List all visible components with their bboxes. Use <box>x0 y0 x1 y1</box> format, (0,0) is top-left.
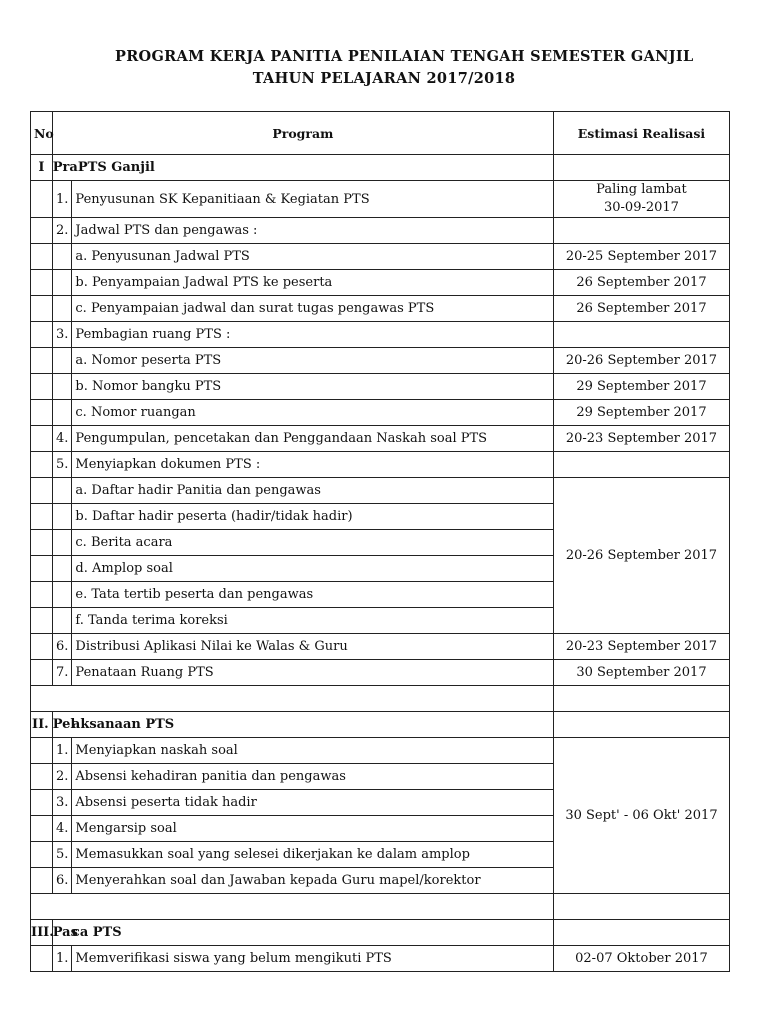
program-text: Penyusunan SK Kepanitiaan & Kegiatan PTS <box>72 181 554 218</box>
table-row <box>31 634 730 660</box>
section-title: PTS Ganjil <box>72 155 554 181</box>
program-text: Pembagian ruang PTS : <box>72 322 554 348</box>
estimate-line-1: Paling lambat <box>596 182 687 197</box>
row-number: 3. <box>52 790 72 816</box>
program-text: e. Tata tertib peserta dan pengawas <box>72 582 554 608</box>
section-row <box>31 712 730 738</box>
estimate-cell: 20-26 September 2017 <box>553 478 729 634</box>
program-table <box>30 111 730 972</box>
empty-row <box>31 894 730 920</box>
estimate-cell: 29 September 2017 <box>553 400 729 426</box>
table-row <box>31 660 730 686</box>
program-text: Distribusi Aplikasi Nilai ke Walas & Guru <box>72 634 554 660</box>
estimate-cell: 26 September 2017 <box>553 296 729 322</box>
program-text: b. Daftar hadir peserta (hadir/tidak hadir) <box>72 504 554 530</box>
table-row <box>31 400 730 426</box>
table-row <box>31 478 730 504</box>
table-row <box>31 181 730 218</box>
program-text: Mengarsip soal <box>72 816 554 842</box>
row-number: 6. <box>52 634 72 660</box>
program-text: f. Tanda terima koreksi <box>72 608 554 634</box>
empty-row <box>31 686 730 712</box>
estimate-cell: 20-23 September 2017 <box>553 634 729 660</box>
estimate-cell: 20-26 September 2017 <box>553 348 729 374</box>
program-text: c. Penyampaian jadwal dan surat tugas pengawas PTS <box>72 296 554 322</box>
document-title <box>0 46 768 90</box>
program-text: d. Amplop soal <box>72 556 554 582</box>
row-number: 3. <box>52 322 72 348</box>
program-text: a. Penyusunan Jadwal PTS <box>72 244 554 270</box>
header-program: Program <box>52 112 553 155</box>
title-line-1: PROGRAM KERJA PANITIA PENILAIAN TENGAH SEMESTER GANJIL <box>115 48 694 65</box>
estimate-cell: 20-23 September 2017 <box>553 426 729 452</box>
row-number: 4. <box>52 426 72 452</box>
row-number: 2. <box>52 218 72 244</box>
section-row <box>31 920 730 946</box>
estimate-cell <box>553 712 729 738</box>
program-text: Menyerahkan soal dan Jawaban kepada Guru mapel/korektor <box>72 868 554 894</box>
estimate-cell: 30 September 2017 <box>553 660 729 686</box>
program-text: Penataan Ruang PTS <box>72 660 554 686</box>
section-number: III. <box>31 920 53 946</box>
program-text: Menyiapkan naskah soal <box>72 738 554 764</box>
table-row <box>31 218 730 244</box>
program-text: Jadwal PTS dan pengawas : <box>72 218 554 244</box>
table-row <box>31 426 730 452</box>
section-prefix: Pra <box>52 155 72 181</box>
table-row <box>31 322 730 348</box>
program-text: b. Penyampaian Jadwal PTS ke peserta <box>72 270 554 296</box>
program-text: Memverifikasi siswa yang belum mengikuti PTS <box>72 946 554 972</box>
section-row <box>31 155 730 181</box>
table-row <box>31 270 730 296</box>
program-text: a. Nomor peserta PTS <box>72 348 554 374</box>
program-text: Pengumpulan, pencetakan dan Penggandaan Naskah soal PTS <box>72 426 554 452</box>
program-text: Memasukkan soal yang selesei dikerjakan ke dalam amplop <box>72 842 554 868</box>
row-number: 4. <box>52 816 72 842</box>
table-row <box>31 348 730 374</box>
row-number: 5. <box>52 842 72 868</box>
section-title: aksanaan PTS <box>72 712 554 738</box>
table-row <box>31 374 730 400</box>
table-row <box>31 296 730 322</box>
row-number: 1. <box>52 946 72 972</box>
program-text: c. Nomor ruangan <box>72 400 554 426</box>
header-row <box>31 112 730 155</box>
table-row <box>31 946 730 972</box>
estimate-cell <box>553 920 729 946</box>
table-row <box>31 452 730 478</box>
program-text: c. Berita acara <box>72 530 554 556</box>
row-number: 1. <box>52 738 72 764</box>
table-row <box>31 244 730 270</box>
row-number: 1. <box>52 181 72 218</box>
estimate-cell: 20-25 September 2017 <box>553 244 729 270</box>
header-estimasi: Estimasi Realisasi <box>553 112 729 155</box>
title-line-2: TAHUN PELAJARAN 2017/2018 <box>252 70 516 87</box>
section-number: II. <box>31 712 53 738</box>
table-row <box>31 738 730 764</box>
estimate-cell: 02-07 Oktober 2017 <box>553 946 729 972</box>
section-title: ca PTS <box>72 920 554 946</box>
program-text: Absensi kehadiran panitia dan pengawas <box>72 764 554 790</box>
estimate-cell <box>553 155 729 181</box>
program-text: b. Nomor bangku PTS <box>72 374 554 400</box>
estimate-cell <box>553 181 729 218</box>
estimate-cell: 29 September 2017 <box>553 374 729 400</box>
row-number: 6. <box>52 868 72 894</box>
section-number: I <box>31 155 53 181</box>
estimate-line-2: 30-09-2017 <box>603 200 679 215</box>
program-text: Menyiapkan dokumen PTS : <box>72 452 554 478</box>
estimate-cell: 30 Sept' - 06 Okt' 2017 <box>553 738 729 894</box>
estimate-cell: 26 September 2017 <box>553 270 729 296</box>
program-text: Absensi peserta tidak hadir <box>72 790 554 816</box>
header-no: No <box>31 112 53 155</box>
row-number: 5. <box>52 452 72 478</box>
section-prefix: Pel <box>52 712 72 738</box>
program-text: a. Daftar hadir Panitia dan pengawas <box>72 478 554 504</box>
section-prefix: Pas <box>52 920 72 946</box>
row-number: 2. <box>52 764 72 790</box>
row-number: 7. <box>52 660 72 686</box>
